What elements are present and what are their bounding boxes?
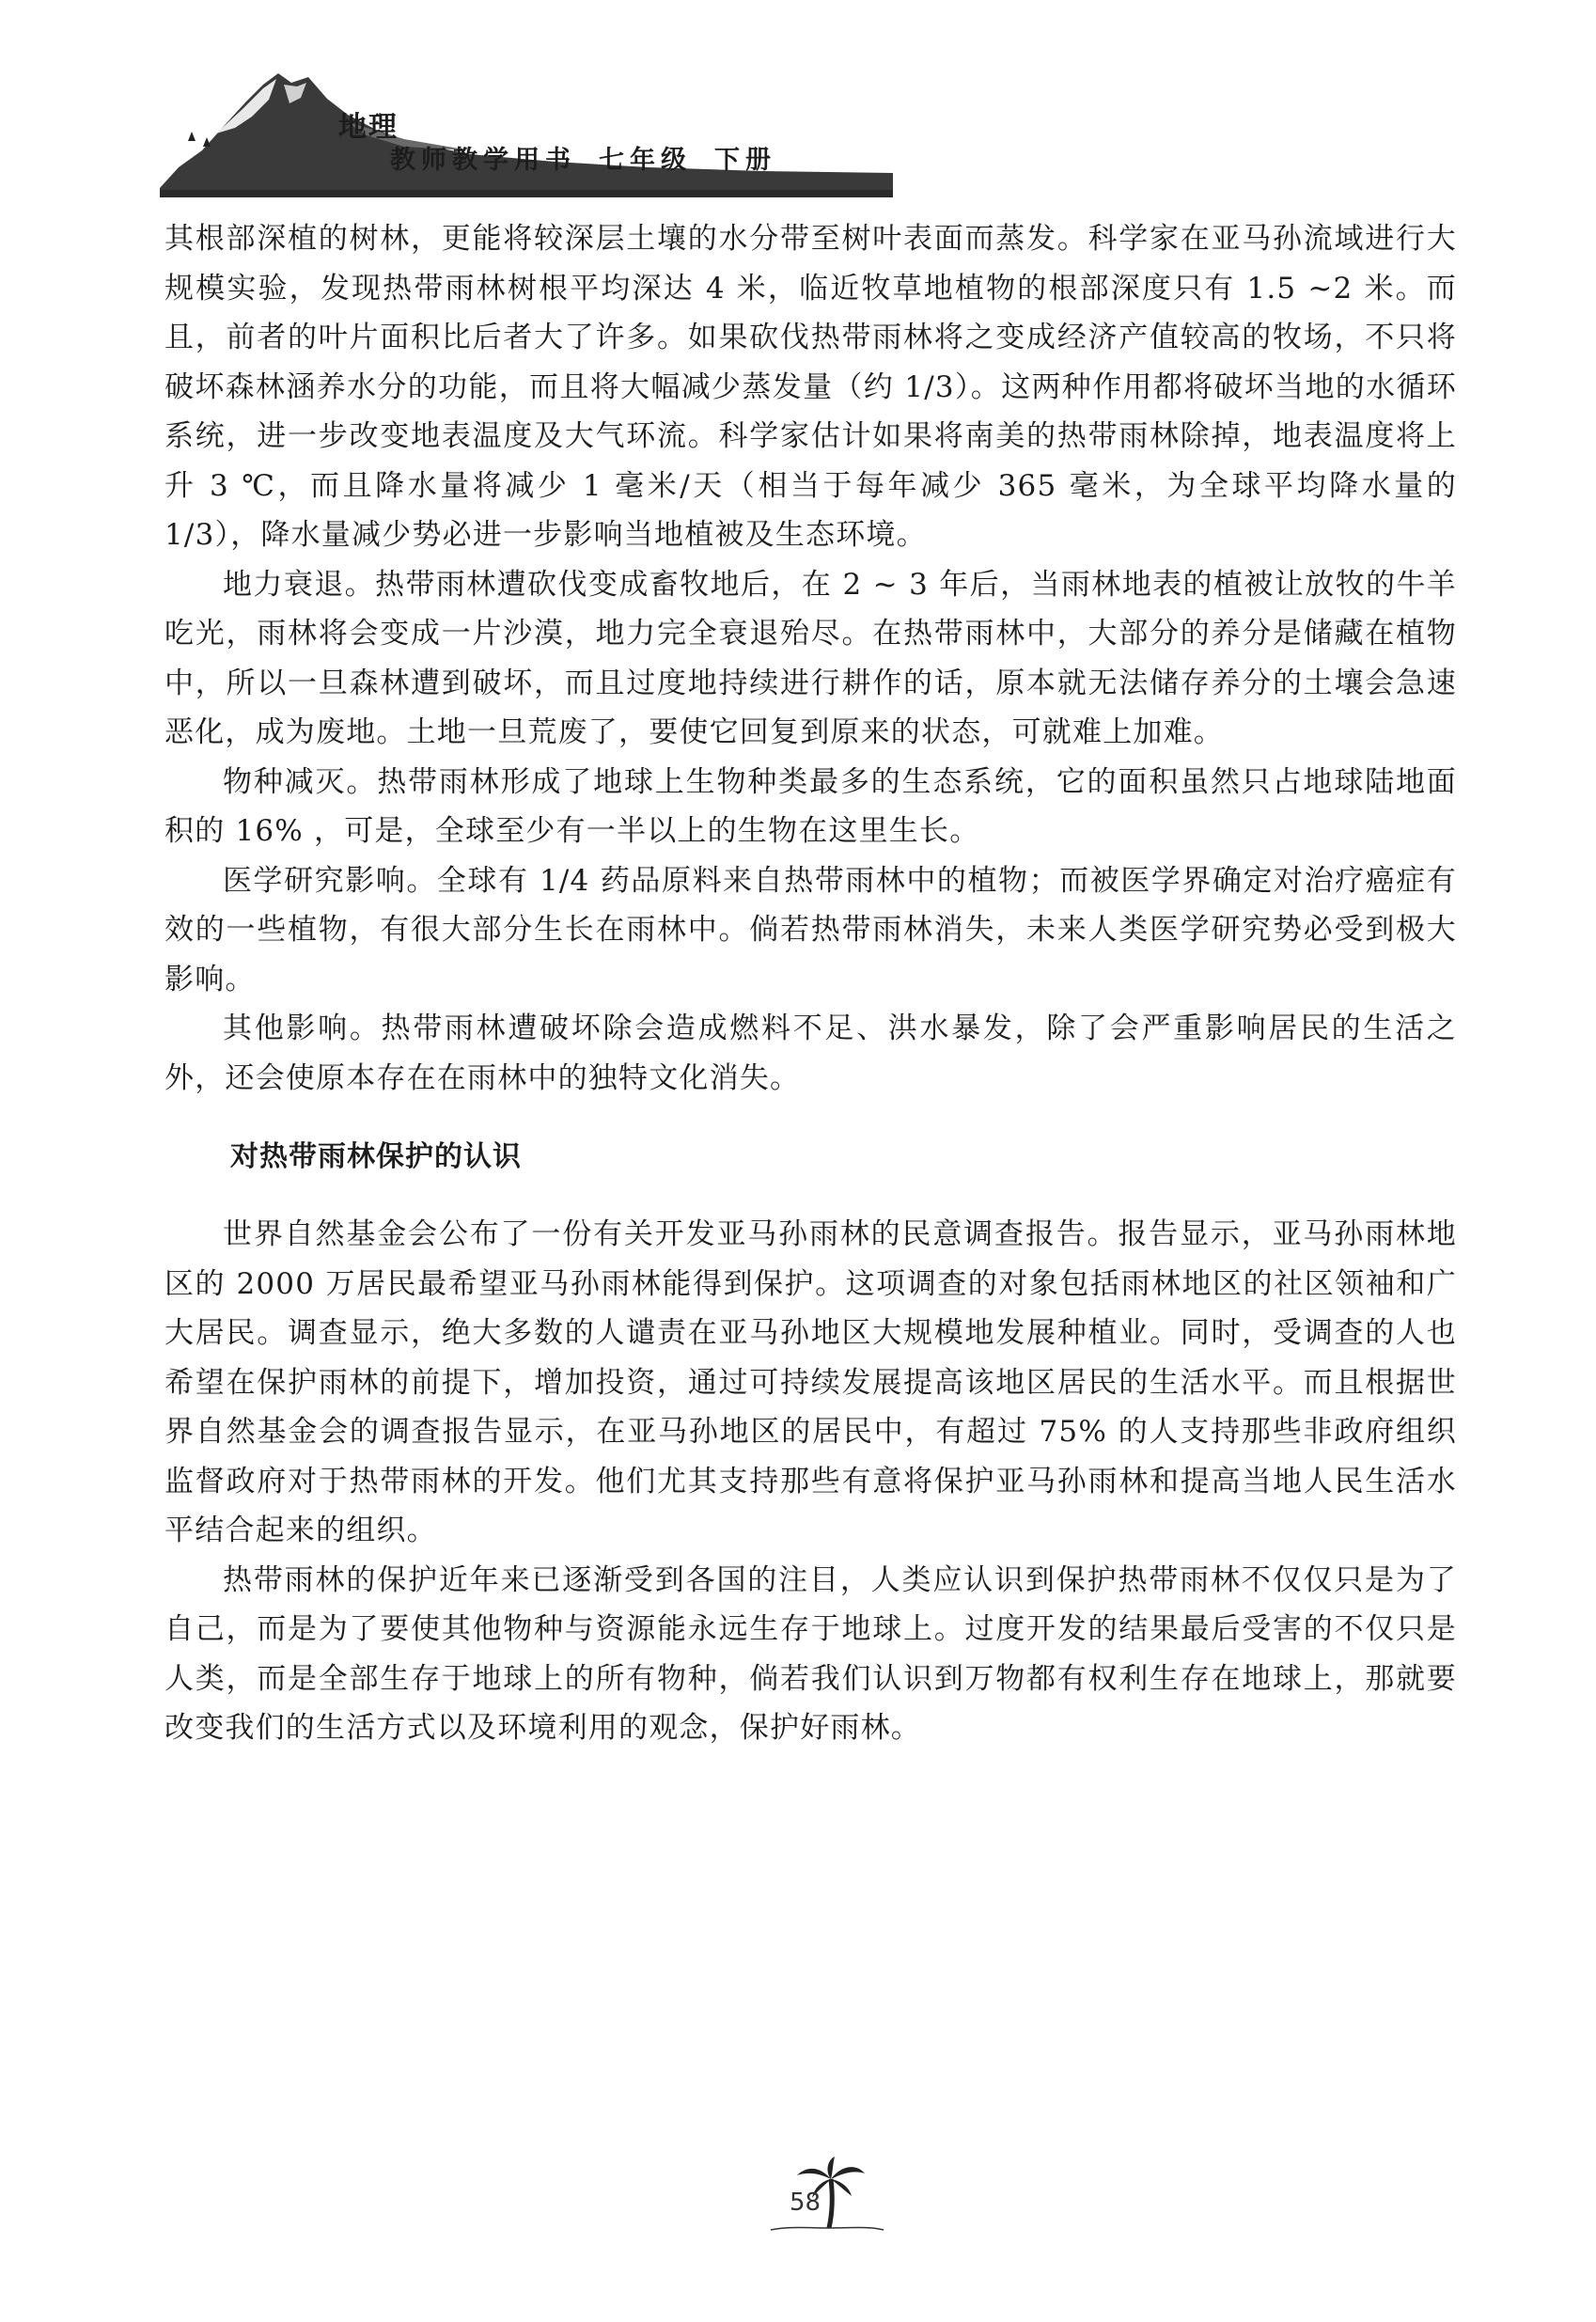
- header-grade: 七年级: [599, 146, 692, 175]
- palm-tree-icon: [752, 2153, 902, 2247]
- page-number: 58: [790, 2189, 821, 2217]
- paragraph-protection: 热带雨林的保护近年来已逐渐受到各国的注目，人类应认识到保护热带雨林不仅仅只是为了自己，而是为了要使其他物种与资源能永远生存于地球上。过度开发的结果最后受害的不仅只是人类，而是全部生存于地球上的所有物种，倘若我们认识到万物都有权利生存在地球上，那就要改变我们的生活方式以及环境利用的观念，保护好雨林。: [164, 1562, 1457, 1745]
- paragraph-species-loss: 物种减灭。热带雨林形成了地球上生物种类最多的生态系统，它的面积虽然只占地球陆地面积的 16% ，可是，全球至少有一半以上的生物在这里生长。: [164, 764, 1457, 848]
- page-content: [164, 214, 1457, 1753]
- paragraph-other-impact: 其他影响。热带雨林遭破坏除会造成燃料不足、洪水暴发，除了会严重影响居民的生活之外，还会使原本存在在雨林中的独特文化消失。: [164, 1012, 1457, 1095]
- paragraph-medical-impact: 医学研究影响。全球有 1/4 药品原料来自热带雨林中的植物；而被医学界确定对治疗癌症有效的一些植物，有很大部分生长在雨林中。倘若热带雨林消失，未来人类医学研究势必受到极大影响。: [164, 863, 1457, 996]
- mountain-logo-icon: [160, 56, 893, 197]
- paragraph-wwf-survey: 世界自然基金会公布了一份有关开发亚马孙雨林的民意调查报告。报告显示，亚马孙雨林地区的 2000 万居民最希望亚马孙雨林能得到保护。这项调查的对象包括雨林地区的社区领袖和广大居民。调查显示，绝大多数的人谴责在亚马孙地区大规模地发展种植业。同时，受调查的人也希望在保护雨林的前提下，增加投资，通过可持续发展提高该地区居民的生活水平。而且根据世界自然基金会的调查报告显示，在亚马孙地区的居民中，有超过 75% 的人支持那些非政府组织监督政府对于热带雨林的开发。他们尤其支持那些有意将保护亚马孙雨林和提高当地人民生活水平结合起来的组织。: [164, 1217, 1457, 1547]
- header-book-info: [390, 139, 799, 176]
- header-subject: 地理: [338, 111, 399, 144]
- header-book-title: 教师教学用书: [390, 146, 576, 175]
- paragraph-continuation: 其根部深植的树林，更能将较深层土壤的水分带至树叶表面而蒸发。科学家在亚马孙流域进行大规模实验，发现热带雨林树根平均深达 4 米，临近牧草地植物的根部深度只有 1.5 ~2 米。而且，前者的叶片面积比后者大了许多。如果砍伐热带雨林将之变成经济产值较高的牧场，不只将破坏森林涵养水分的功能，而且将大幅减少蒸发量（约 1/3）。这两种作用都将破坏当地的水循环系统，进一步改变地表温度及大气环流。科学家估计如果将南美的热带雨林除掉，地表温度将上升 3 ℃，而且降水量将减少 1 毫米/天（相当于每年减少 365 毫米，为全球平均降水量的 1/3），降水量减少势必进一步影响当地植被及生态环境。: [164, 222, 1457, 552]
- header-volume: 下册: [714, 146, 776, 175]
- page-header: [160, 56, 893, 197]
- page-footer: [752, 2153, 902, 2247]
- section-title: 对热带雨林保护的认识: [230, 1140, 522, 1173]
- paragraph-soil-decline: 地力衰退。热带雨林遭砍伐变成畜牧地后，在 2 ~ 3 年后，当雨林地表的植被让放牧的牛羊吃光，雨林将会变成一片沙漠，地力完全衰退殆尽。在热带雨林中，大部分的养分是储藏在植物中，所以一旦森林遭到破坏，而且过度地持续进行耕作的话，原本就无法储存养分的土壤会急速恶化，成为废地。土地一旦荒废了，要使它回复到原来的状态，可就难上加难。: [164, 567, 1457, 749]
